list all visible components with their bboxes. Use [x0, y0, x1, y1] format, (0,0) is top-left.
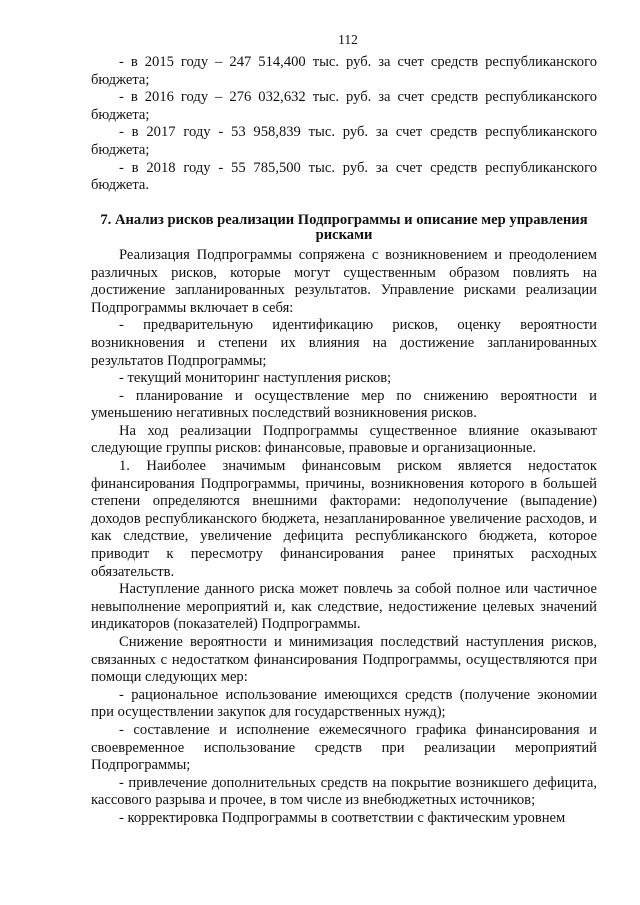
list-item: - планирование и осуществление мер по снижению вероятности и уменьшению негативных последствий возникновения рисков.	[91, 387, 597, 422]
paragraph: Снижение вероятности и минимизация последствий наступления рисков, связанных с недостатком финансирования Подпрограммы, осуществляются при помощи следующих мер:	[91, 634, 597, 686]
section-body	[91, 247, 597, 828]
funding-item-2017: - в 2017 году - 53 958,839 тыс. руб. за счет средств республиканского бюджета;	[91, 124, 597, 158]
page-number: 112	[338, 32, 358, 47]
list-item: - корректировка Подпрограммы в соответствии с фактическим уровнем	[119, 809, 566, 826]
funding-item-2015: - в 2015 году – 247 514,400 тыс. руб. за счет средств республиканского бюджета;	[91, 54, 597, 88]
paragraph: Наступление данного риска может повлечь за собой полное или частичное невыполнение мероприятий и, как следствие, недостижение целевых значений индикаторов (показателей) Подпрограммы.	[91, 581, 597, 633]
paragraph: На ход реализации Подпрограммы существенное влияние оказывают следующие группы рисков: финансовые, правовые и организационные.	[91, 422, 597, 457]
list-item: - привлечение дополнительных средств на покрытие возникшего дефицита, кассового разрыва и прочее, в том числе из внебюджетных источников;	[91, 774, 597, 809]
list-item: - предварительную идентификацию рисков, оценку вероятности возникновения и степени их влияния на достижение запланированных результатов Подпрограммы;	[91, 317, 597, 369]
list-item: - составление и исполнение ежемесячного графика финансирования и своевременное использование средств при реализации мероприятий Подпрограммы;	[91, 721, 597, 774]
funding-item-2018: - в 2018 году - 55 785,500 тыс. руб. за счет средств республиканского бюджета.	[91, 159, 597, 194]
funding-item-2016: - в 2016 году – 276 032,632 тыс. руб. за счет средств республиканского бюджета;	[91, 89, 597, 123]
paragraph: 1. Наиболее значимым финансовым риском является недостаток финансирования Подпрограммы, причины, возникновения которого в большей степени определяются внешними факторами: недополучение (выпадение) доходов республиканского бюджета, незапланированное увеличение расходов, и как следствие, увеличение дефицита республиканского бюджета, которое приводит к пересмотру финансирования ранее принятых расходных обязательств.	[91, 458, 597, 580]
paragraph: Реализация Подпрограммы сопряжена с возникновением и преодолением различных рисков, которые могут существенным образом повлиять на достижение запланированных результатов. Управление рисками реализации Подпрограммы включает в себя:	[91, 246, 597, 316]
funding-list	[91, 54, 597, 195]
section-gap	[91, 195, 597, 213]
list-item: - рациональное использование имеющихся средств (получение экономии при осуществлении закупок для государственных нужд);	[91, 686, 597, 721]
document-page	[91, 32, 597, 828]
list-item: - текущий мониторинг наступления рисков;	[119, 370, 392, 387]
section-heading: 7. Анализ рисков реализации Подпрограммы и описание мер управления рисками	[100, 211, 588, 244]
